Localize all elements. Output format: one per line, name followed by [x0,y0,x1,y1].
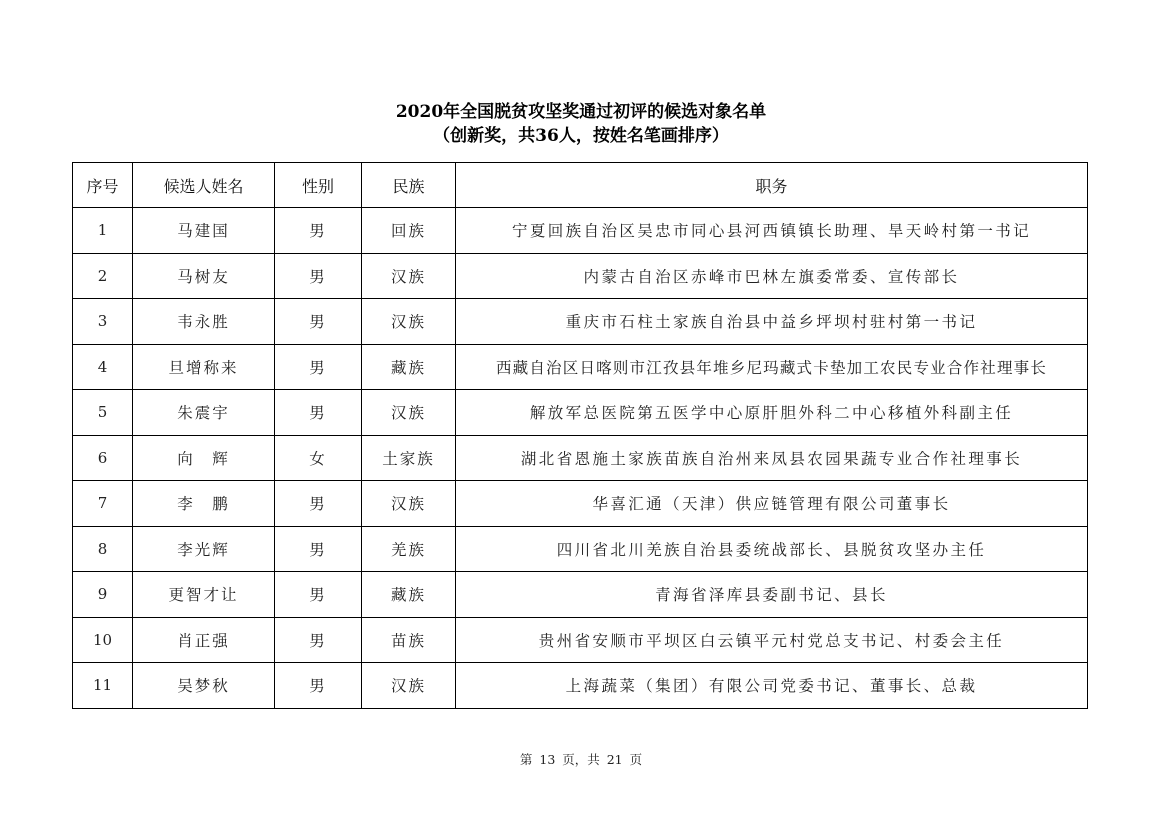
cell-number: 7 [73,481,133,527]
page-indicator: 第 13 页，共 21 页 [519,752,643,767]
cell-number: 6 [73,435,133,481]
cell-name: 马树友 [133,253,275,299]
cell-gender: 男 [275,526,362,572]
table-row [73,663,1088,709]
cell-name: 旦增称来 [133,344,275,390]
cell-gender: 男 [275,208,362,254]
table-row [73,617,1088,663]
cell-position: 内蒙古自治区赤峰市巴林左旗委常委、宣传部长 [456,253,1088,299]
table-row [73,299,1088,345]
cell-position: 华喜汇通（天津）供应链管理有限公司董事长 [456,481,1088,527]
cell-position: 四川省北川羌族自治县委统战部长、县脱贫攻坚办主任 [456,526,1088,572]
cell-ethnicity: 汉族 [362,663,456,709]
table-row [73,208,1088,254]
cell-name: 李光辉 [133,526,275,572]
cell-number: 11 [73,663,133,709]
cell-ethnicity: 羌族 [362,526,456,572]
cell-number: 8 [73,526,133,572]
cell-number: 3 [73,299,133,345]
header-ethnicity: 民族 [362,163,456,208]
cell-gender: 男 [275,572,362,618]
cell-position: 贵州省安顺市平坝区白云镇平元村党总支书记、村委会主任 [456,617,1088,663]
cell-gender: 男 [275,617,362,663]
cell-number: 5 [73,390,133,436]
document-title-block [0,100,1162,148]
cell-gender: 女 [275,435,362,481]
cell-name: 更智才让 [133,572,275,618]
candidate-table [72,162,1088,709]
table-row [73,435,1088,481]
cell-position: 上海蔬菜（集团）有限公司党委书记、董事长、总裁 [456,663,1088,709]
header-position: 职务 [456,163,1088,208]
cell-ethnicity: 苗族 [362,617,456,663]
document-title: 2020年全国脱贫攻坚奖通过初评的候选对象名单 [395,102,767,122]
table-row [73,481,1088,527]
document-subtitle: （创新奖，共36人，按姓名笔画排序） [433,126,729,146]
cell-number: 9 [73,572,133,618]
cell-gender: 男 [275,481,362,527]
cell-ethnicity: 汉族 [362,481,456,527]
cell-ethnicity: 汉族 [362,253,456,299]
header-number: 序号 [73,163,133,208]
cell-position: 湖北省恩施土家族苗族自治州来凤县农园果蔬专业合作社理事长 [456,435,1088,481]
table-header-row [73,163,1088,208]
cell-name: 吴梦秋 [133,663,275,709]
cell-ethnicity: 回族 [362,208,456,254]
cell-number: 1 [73,208,133,254]
cell-ethnicity: 藏族 [362,572,456,618]
cell-number: 4 [73,344,133,390]
header-gender: 性别 [275,163,362,208]
cell-position: 青海省泽库县委副书记、县长 [456,572,1088,618]
cell-name: 朱震宇 [133,390,275,436]
table-row [73,572,1088,618]
cell-name: 向 辉 [133,435,275,481]
cell-ethnicity: 汉族 [362,299,456,345]
cell-gender: 男 [275,390,362,436]
cell-ethnicity: 汉族 [362,390,456,436]
cell-number: 2 [73,253,133,299]
cell-ethnicity: 土家族 [362,435,456,481]
table-row [73,390,1088,436]
table-row [73,344,1088,390]
table-row [73,526,1088,572]
header-name: 候选人姓名 [133,163,275,208]
cell-ethnicity: 藏族 [362,344,456,390]
table-row [73,253,1088,299]
cell-name: 韦永胜 [133,299,275,345]
cell-position: 西藏自治区日喀则市江孜县年堆乡尼玛藏式卡垫加工农民专业合作社理事长 [456,344,1088,390]
cell-number: 10 [73,617,133,663]
cell-name: 李 鹏 [133,481,275,527]
cell-gender: 男 [275,299,362,345]
cell-position: 解放军总医院第五医学中心原肝胆外科二中心移植外科副主任 [456,390,1088,436]
cell-position: 宁夏回族自治区吴忠市同心县河西镇镇长助理、旱天岭村第一书记 [456,208,1088,254]
cell-gender: 男 [275,253,362,299]
cell-gender: 男 [275,663,362,709]
cell-name: 马建国 [133,208,275,254]
cell-gender: 男 [275,344,362,390]
cell-name: 肖正强 [133,617,275,663]
cell-position: 重庆市石柱土家族自治县中益乡坪坝村驻村第一书记 [456,299,1088,345]
